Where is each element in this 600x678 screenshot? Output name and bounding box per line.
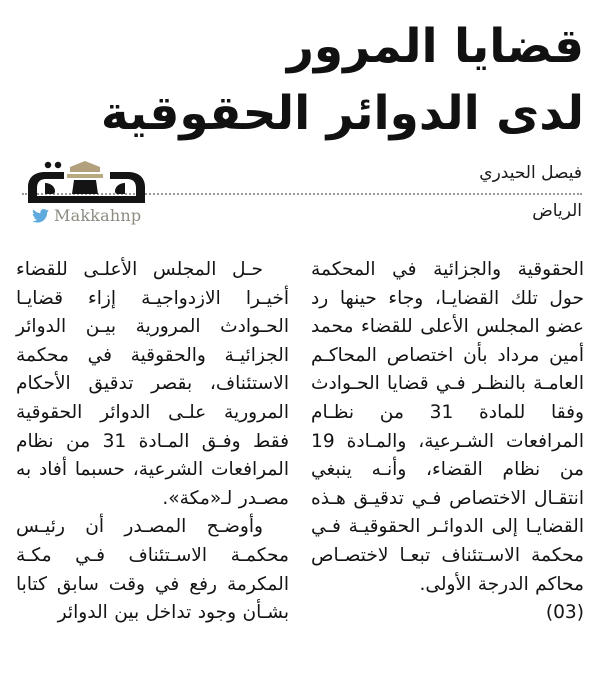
headline-line-2: لدى الدوائر الحقوقية (100, 85, 584, 141)
dateline-city: الرياض (532, 201, 582, 222)
paragraph-2: وأوضـح المصـدر أن رئيـس محكمـة الاسـتئناف فـي مكـة المكرمة رفع في وقت سابق كتابا بشـأن وجود تداخل بين الدوائر (16, 516, 289, 624)
paragraph-1: حـل المجلس الأعلـى للقضاء أخيـرا الازدواجيـة إزاء قضايـا الحـوادث المرورية بيـن الدوائر الجزائيـة والحقوقية في محكمة الاستئناف، بقصر تدقيق الأحكام المرورية علـى الدوائر الحقوقية فقط وفـق المـادة 31 من نظام المرافعات الشرعية، حسبما أفاد به مصـدر لـ«مكة». (16, 259, 289, 509)
masthead (16, 159, 584, 231)
byline-author: فيصل الحيدري (479, 163, 582, 184)
byline-block (479, 163, 582, 221)
page-reference: (03) (545, 602, 584, 624)
article-end-line (311, 599, 584, 628)
twitter-handle-row[interactable] (22, 206, 172, 225)
headline (16, 0, 584, 147)
headline-line-1: قضايا المرور (286, 19, 584, 74)
makkah-logo-block (22, 159, 172, 225)
makkah-logo-icon (22, 159, 148, 205)
twitter-icon (32, 209, 49, 223)
article-column-left (311, 256, 584, 674)
article-body (16, 256, 584, 674)
paragraph-2-continued: الحقوقية والجزائية في المحكمة حول تلك القضايـا، وجاء حينها رد عضو المجلس الأعلى للقضاء محمد أمين مرداد بأن اختصاص المحاكـم العامـة بالنظـر فـي قضايا الحـوادث وفقا للمادة 31 من نظـام المرافعات الشـرعية، والمـادة 19 من نظام القضاء، وأنـه ينبغي انتقـال الاختصاص فـي تدقيـق هـذه القضايـا إلى الدوائـر الحقوقيـة فـي محكمة الاسـتئناف تبعـا لاختصـاص محاكم الدرجة الأولى. (311, 259, 584, 595)
article-column-right (16, 256, 289, 674)
twitter-handle-text: Makkahnp (54, 206, 142, 226)
